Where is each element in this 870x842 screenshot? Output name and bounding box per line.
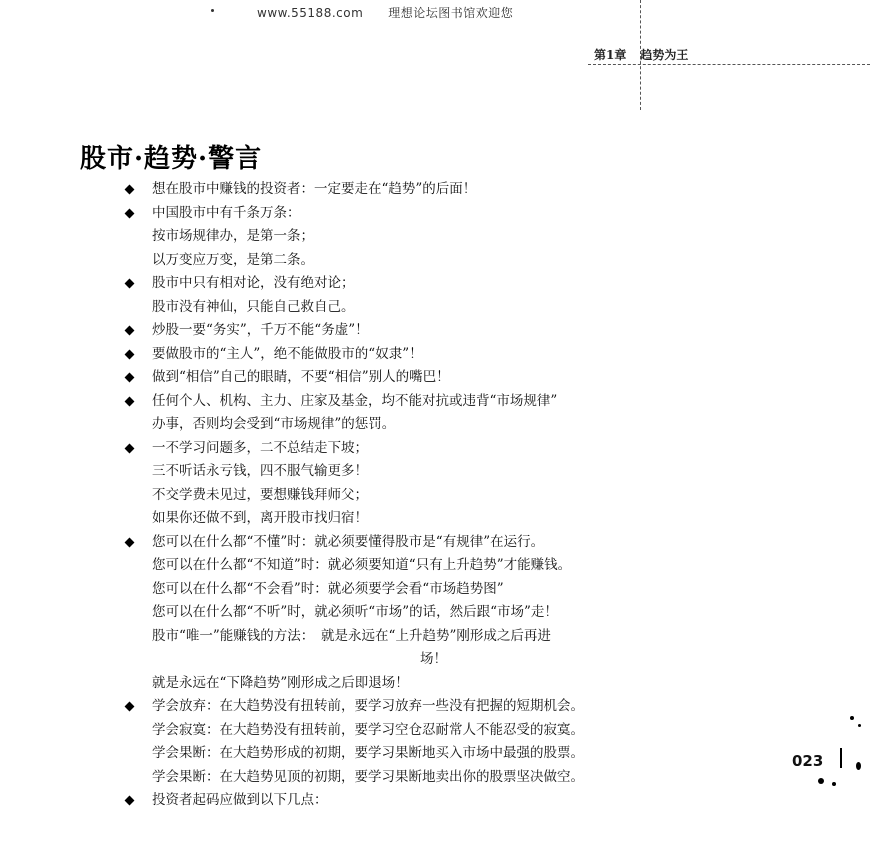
list-item — [124, 437, 784, 531]
item-line: 要做股市的“主人”，绝不能做股市的“奴隶”！ — [152, 345, 423, 362]
item-line: 任何个人、机构、主力、庄家及基金，均不能对抗或违背“市场规律” — [152, 392, 558, 409]
list-item — [124, 343, 784, 367]
diamond-bullet-icon — [124, 372, 135, 383]
item-line: 就是永远在“下降趋势”刚形成之后即退场！ — [152, 674, 409, 691]
page-number-bar — [840, 748, 842, 768]
scan-speck — [856, 762, 861, 770]
item-line: 一不学习问题多，二不总结走下坡； — [152, 439, 368, 456]
diamond-bullet-icon — [124, 349, 135, 360]
diamond-bullet-icon — [124, 278, 135, 289]
diamond-bullet-icon — [124, 208, 135, 219]
diamond-bullet-icon — [124, 701, 135, 712]
list-item — [124, 390, 784, 437]
item-line: 您可以在什么都“不听”时，就必须听“市场”的话，然后跟“市场”走！ — [152, 604, 558, 620]
chapter-header — [594, 46, 702, 63]
diamond-bullet-icon — [124, 537, 135, 548]
scan-speck — [832, 782, 836, 786]
page-number: 023 — [792, 752, 824, 770]
item-line: 做到“相信”自己的眼睛，不要“相信”别人的嘴巴！ — [152, 369, 450, 385]
list-item — [124, 178, 784, 202]
item-line: 按市场规律办，是第一条； — [152, 228, 314, 244]
diamond-bullet-icon — [124, 184, 135, 195]
item-line: 您可以在什么都“不懂”时：就必须要懂得股市是“有规律”在运行。 — [152, 533, 545, 550]
list-item — [124, 531, 784, 696]
content-list — [124, 178, 784, 813]
item-line: 学会放弃：在大趋势没有扭转前，要学习放弃一些没有把握的短期机会。 — [152, 698, 584, 714]
scan-speck — [818, 778, 824, 784]
list-item — [124, 319, 784, 343]
item-line: 以万变应万变，是第二条。 — [152, 251, 314, 268]
item-line: 股市没有神仙，只能自己救自己。 — [152, 298, 355, 315]
diamond-bullet-icon — [124, 795, 135, 806]
list-item — [124, 789, 784, 813]
chapter-title: 趋势为王 — [640, 48, 689, 62]
item-line: 三不听话永亏钱，四不服气输更多！ — [152, 463, 368, 479]
chapter-label: 第1章 — [594, 48, 627, 62]
item-line: 炒股一要“务实”，千万不能“务虚”！ — [152, 322, 369, 338]
item-line: 不交学费未见过，要想赚钱拜师父； — [152, 486, 368, 503]
scan-speck — [858, 724, 861, 727]
header-url-line: www.55188.com 理想论坛图书馆欢迎您 — [257, 6, 514, 20]
item-line: 办事，否则均会受到“市场规律”的惩罚。 — [152, 416, 396, 432]
diamond-bullet-icon — [124, 396, 135, 407]
item-line: 学会果断：在大趋势见顶的初期，要学习果断地卖出你的股票坚决做空。 — [152, 768, 584, 785]
list-item — [124, 695, 784, 789]
item-line: 投资者起码应做到以下几点： — [152, 792, 328, 808]
item-line: 中国股市中有千条万条： — [152, 204, 301, 221]
list-item — [124, 202, 784, 273]
list-item — [124, 272, 784, 319]
diamond-bullet-icon — [124, 443, 135, 454]
item-line: 您可以在什么都“不知道”时：就必须要知道“只有上升趋势”才能赚钱。 — [152, 557, 572, 573]
header-dot — [211, 9, 214, 12]
item-line: 股市中只有相对论，没有绝对论； — [152, 275, 355, 291]
item-line: 如果你还做不到，离开股市找归宿！ — [152, 510, 368, 526]
header-divider-horizontal — [588, 64, 870, 65]
item-line: 学会果断：在大趋势形成的初期，要学习果断地买入市场中最强的股票。 — [152, 745, 584, 761]
page-title: 股市·趋势·警言 — [80, 144, 263, 174]
item-line: 学会寂寞：在大趋势没有扭转前，要学习空仓忍耐常人不能忍受的寂寞。 — [152, 721, 584, 738]
item-line: 您可以在什么都“不会看”时：就必须要学会看“市场趋势图” — [152, 580, 504, 597]
diamond-bullet-icon — [124, 325, 135, 336]
item-line: 股市“唯一”能赚钱的方法： 就是永远在“上升趋势”刚形成之后再进 — [152, 627, 551, 644]
item-line-continuation: 场！ — [420, 651, 447, 667]
list-item — [124, 366, 784, 390]
scan-speck — [850, 716, 854, 720]
item-line: 想在股市中赚钱的投资者：一定要走在“趋势”的后面！ — [152, 181, 477, 197]
